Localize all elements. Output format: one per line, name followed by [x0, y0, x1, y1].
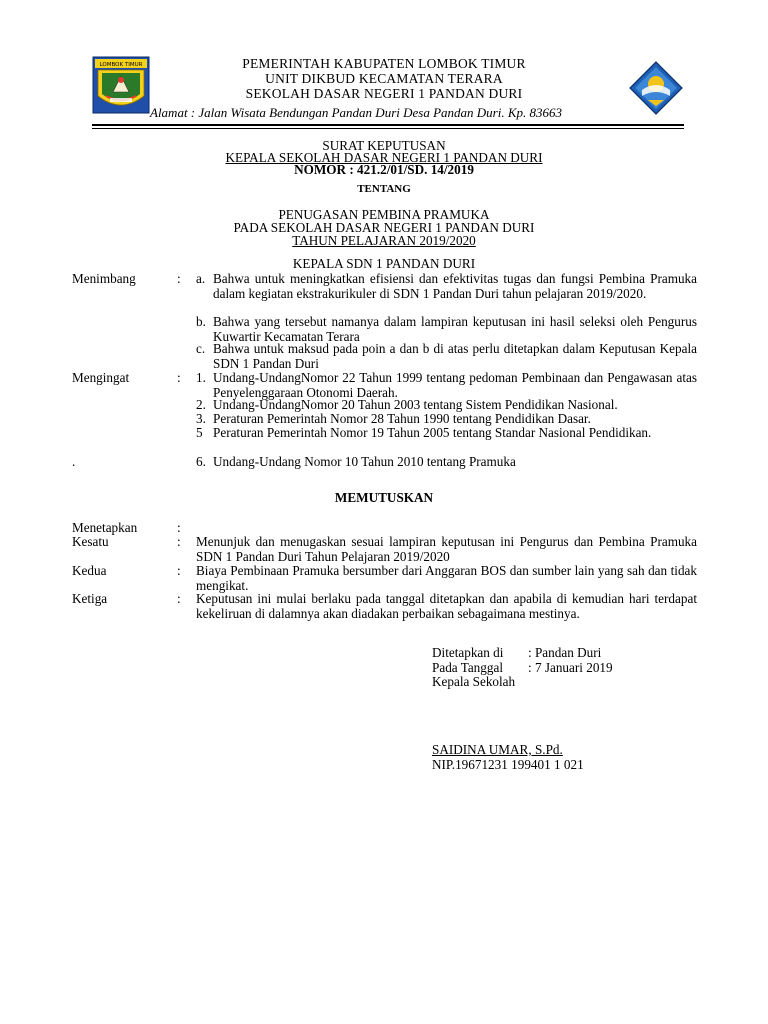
letterhead-rule-thin	[92, 128, 684, 129]
menimbang-colon: :	[177, 271, 181, 286]
mengingat-item-6: Undang-Undang Nomor 10 Tahun 2010 tentang Pramuka	[213, 454, 516, 469]
menetapkan-colon: :	[177, 520, 181, 535]
ketiga-label: Ketiga	[72, 591, 108, 606]
menetapkan-label: Menetapkan	[72, 520, 138, 535]
issuer: KEPALA SDN 1 PANDAN DURI	[292, 256, 476, 271]
place-value: : Pandan Duri	[528, 645, 602, 660]
kedua-label: Kedua	[72, 563, 107, 578]
tentang: TENTANG	[357, 183, 411, 195]
menimbang-item-b: Bahwa yang tersebut namanya dalam lampiran keputusan ini hasil seleksi oleh Pengurus Kuwartir Kecamatan Terara	[213, 314, 697, 345]
mengingat-dot: .	[72, 454, 76, 469]
header-address: Alamat : Jalan Wisata Bendungan Pandan Duri Desa Pandan Duri. Kp. 83663	[150, 105, 563, 120]
kesatu-label: Kesatu	[72, 534, 109, 549]
memutuskan-heading: MEMUTUSKAN	[334, 490, 434, 505]
menimbang-item-c: Bahwa untuk maksud pada poin a dan b di atas perlu ditetapkan dalam Keputusan Kepala SDN 1 Pandan Duri	[213, 341, 697, 372]
subject-line-2: PADA SEKOLAH DASAR NEGERI 1 PANDAN DURI	[233, 220, 535, 235]
kesatu-colon: :	[177, 534, 181, 549]
mengingat-marker-5: 5	[196, 425, 203, 440]
mengingat-item-2: Undang-UndangNomor 20 Tahun 2003 tentang Sistem Pendidikan Nasional.	[213, 397, 618, 412]
mengingat-marker-3: 3.	[196, 411, 206, 426]
menimbang-item-a: Bahwa untuk meningkatkan efisiensi dan efektivitas tugas dan fungsi Pembina Pramuka dalam kegiatan ekstrakurikuler di SDN 1 Pandan Duri tahun pelajaran 2019/2020.	[213, 271, 697, 302]
tut-wuri-handayani-logo	[626, 60, 686, 116]
mengingat-item-3: Peraturan Pemerintah Nomor 28 Tahun 1990 tentang Pendidikan Dasar.	[213, 411, 591, 426]
menimbang-marker-a: a.	[196, 271, 206, 286]
date-value: : 7 Januari 2019	[528, 660, 613, 675]
mengingat-marker-2: 2.	[196, 397, 206, 412]
kedua-text: Biaya Pembinaan Pramuka bersumber dari Anggaran BOS dan sumber lain yang sah dan tidak mengikat.	[196, 563, 697, 594]
signatory-position: Kepala Sekolah	[432, 674, 516, 689]
title-line-1: SURAT KEPUTUSAN	[322, 138, 446, 153]
mengingat-item-5: Peraturan Pemerintah Nomor 19 Tahun 2005 tentang Standar Nasional Pendidikan.	[213, 425, 652, 440]
kesatu-text: Menunjuk dan menugaskan sesuai lampiran keputusan ini Pengurus dan Pembina Pramuka SDN 1 Pandan Duri Tahun Pelajaran 2019/2020	[196, 534, 697, 565]
header-line-1: PEMERINTAH KABUPATEN LOMBOK TIMUR	[242, 56, 526, 71]
logo-caption: LOMBOK TIMUR	[99, 62, 143, 68]
letterhead-rule-thick	[92, 124, 684, 126]
mengingat-colon: :	[177, 370, 181, 385]
header-line-3: SEKOLAH DASAR NEGERI 1 PANDAN DURI	[245, 86, 523, 101]
date-label: Pada Tanggal	[432, 660, 503, 675]
ketiga-text: Keputusan ini mulai berlaku pada tanggal ditetapkan dan apabila di kemudian hari terdapat kekeliruan di dalamnya akan diadakan perbaikan sebagaimana mestinya.	[196, 591, 697, 622]
mengingat-item-1: Undang-UndangNomor 22 Tahun 1999 tentang pedoman Pembinaan dan Pengawasan atas Penyelenggaraan Otonomi Daerah.	[213, 370, 697, 401]
signatory-name: SAIDINA UMAR, S.Pd.	[432, 742, 563, 757]
ketiga-colon: :	[177, 591, 181, 606]
nomor: NOMOR : 421.2/01/SD. 14/2019	[294, 162, 474, 177]
place-label: Ditetapkan di	[432, 645, 504, 660]
kedua-colon: :	[177, 563, 181, 578]
menimbang-marker-b: b.	[196, 314, 206, 329]
signatory-nip: NIP.19671231 199401 1 021	[432, 757, 584, 772]
menimbang-marker-c: c.	[196, 341, 206, 356]
header-line-2: UNIT DIKBUD KECAMATAN TERARA	[265, 71, 503, 86]
mengingat-label: Mengingat	[72, 370, 130, 385]
subject-line-3: TAHUN PELAJARAN 2019/2020	[292, 233, 476, 248]
mengingat-marker-6: 6.	[196, 454, 206, 469]
mengingat-marker-1: 1.	[196, 370, 206, 385]
subject-line-1: PENUGASAN PEMBINA PRAMUKA	[278, 207, 490, 222]
menimbang-label: Menimbang	[72, 271, 136, 286]
title-line-2: KEPALA SEKOLAH DASAR NEGERI 1 PANDAN DURI	[225, 150, 543, 165]
